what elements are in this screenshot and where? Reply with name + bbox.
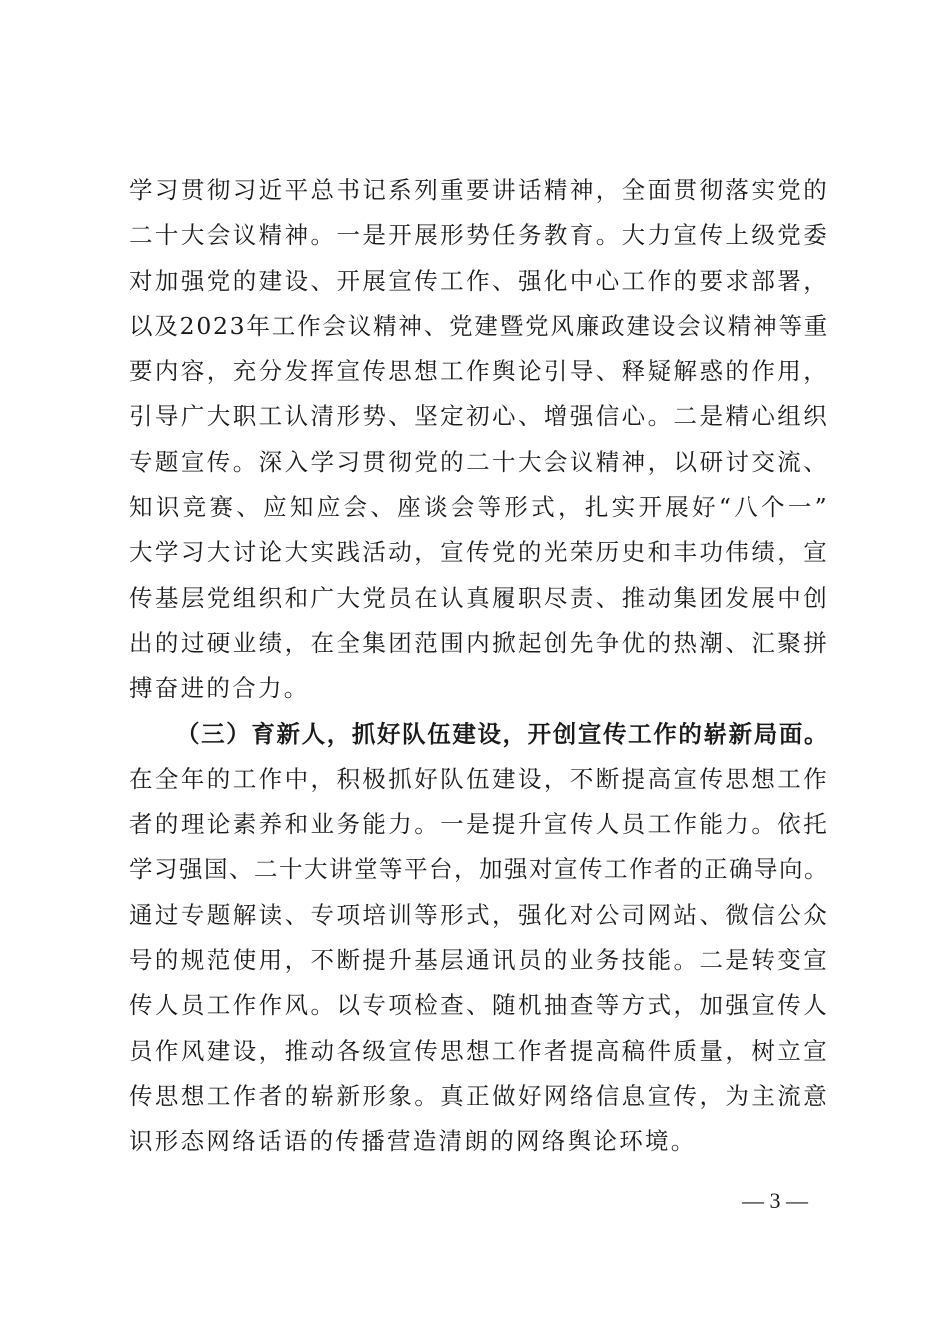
text-line: 传人员工作作风。以专项检查、随机抽查等方式，加强宣传人 [129, 991, 829, 1020]
text-line: 通过专题解读、专项培训等形式，强化对公司网站、微信公众 [129, 900, 829, 929]
text-line: 引导广大职工认清形势、坚定初心、增强信心。二是精心组织 [129, 402, 829, 431]
text-line: 在全年的工作中，积极抓好队伍建设，不断提高宣传思想工作 [129, 764, 829, 793]
text-line: 员作风建设，推动各级宣传思想工作者提高稿件质量，树立宣 [129, 1036, 829, 1065]
text-line: 号的规范使用，不断提升基层通讯员的业务技能。二是转变宣 [129, 946, 829, 975]
text-line: 二十大会议精神。一是开展形势任务教育。大力宣传上级党委 [129, 221, 829, 250]
text-line: 要内容，充分发挥宣传思想工作舆论引导、释疑解惑的作用， [129, 357, 829, 386]
text-line: 传思想工作者的崭新形象。真正做好网络信息宣传，为主流意 [129, 1081, 829, 1110]
text-line: 知识竞赛、应知应会、座谈会等形式，扎实开展好“八个一” [129, 493, 829, 522]
text-line: 学习贯彻习近平总书记系列重要讲话精神，全面贯彻落实党的 [129, 176, 829, 204]
section-heading: （三）育新人，抓好队伍建设，开创宣传工作的崭新局面。 [176, 719, 829, 748]
text-line: 识形态网络话语的传播营造清朗的网络舆论环境。 [129, 1127, 697, 1156]
text-line: 传基层党组织和广大党员在认真履职尽责、推动集团发展中创 [129, 583, 829, 612]
text-line: 专题宣传。深入学习贯彻党的二十大会议精神，以研讨交流、 [129, 447, 829, 476]
text-line: 以及2023年工作会议精神、党建暨党风廉政建设会议精神等重 [129, 311, 829, 340]
text-line: 出的过硬业绩，在全集团范围内掀起创先争优的热潮、汇聚拼 [129, 628, 829, 657]
text-line: 大学习大讨论大实践活动，宣传党的光荣历史和丰功伟绩，宣 [129, 538, 829, 567]
text-line: 对加强党的建设、开展宣传工作、强化中心工作的要求部署， [129, 266, 829, 295]
text-line: 者的理论素养和业务能力。一是提升宣传人员工作能力。依托 [129, 810, 829, 839]
text-line: 搏奋进的合力。 [129, 674, 310, 703]
text-line: 学习强国、二十大讲堂等平台，加强对宣传工作者的正确导向。 [129, 855, 829, 884]
document-body [129, 168, 829, 1165]
page-number: — 3 — [742, 1188, 808, 1213]
section-heading-line [129, 712, 829, 757]
